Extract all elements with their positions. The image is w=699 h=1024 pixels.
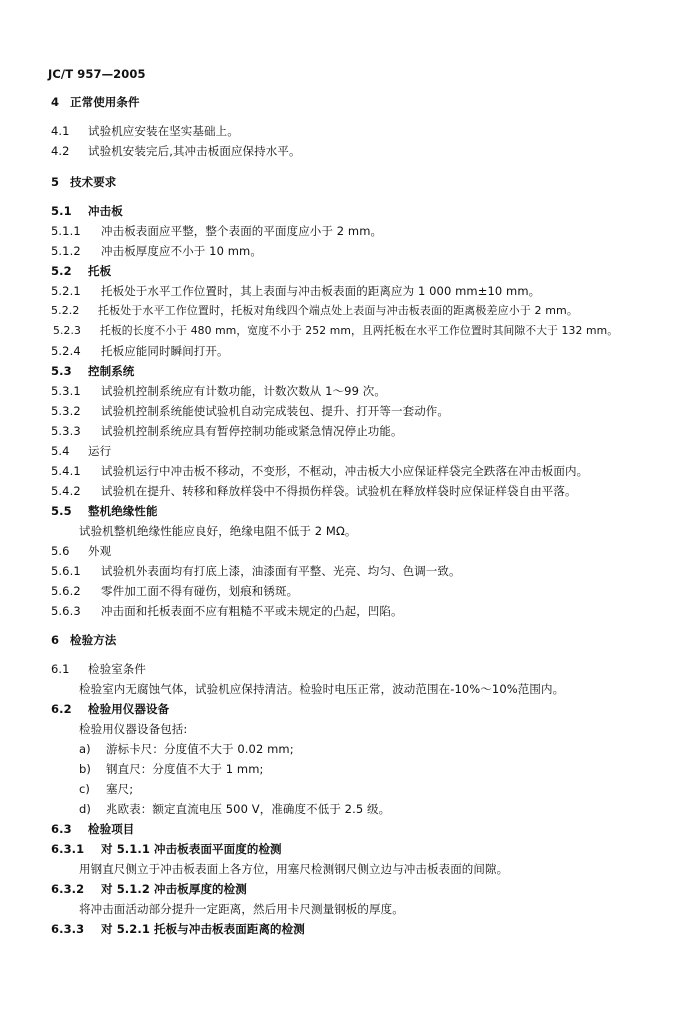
list-item-text: 兆欧表：额定直流电压 500 V，准确度不低于 2.5 级。 [106,802,391,816]
clause-text: 试验机控制系统应有计数功能，计数次数从 1～99 次。 [101,384,386,398]
clause-text: 冲击板厚度应不小于 10 mm。 [101,244,262,258]
subsection-title: 整机绝缘性能 [88,504,158,518]
clause-number: 5.3.3 [51,424,81,438]
clause-number: 5.2.4 [51,344,81,358]
clause-text: 试验机运行中冲击板不移动，不变形，不框动，冲击板大小应保证样袋完全跌落在冲击板面内。 [101,464,589,478]
clause-number: 5.2.1 [51,284,81,298]
subsection-number: 6.2 [51,702,72,716]
paragraph-text: 检验用仪器设备包括: [79,722,188,736]
section-number: 6 [51,633,60,647]
clause-number: 6.3.1 [51,842,85,856]
clause-number: 5.6.3 [51,604,81,618]
list-item-text: 游标卡尺：分度值不大于 0.02 mm; [106,742,294,756]
clause-number: 5.2.3 [53,324,81,337]
paragraph-text: 试验机整机绝缘性能应良好，绝缘电阻不低于 2 MΩ。 [79,524,357,538]
subsection-number: 6.3 [51,822,72,836]
clause-number: 6.3.3 [51,922,85,936]
clause-text: 托板处于水平工作位置时，托板对角线四个端点处上表面与冲击板表面的距离极差应小于 2 mm。 [98,304,578,317]
clause-number: 5.4.2 [51,484,81,498]
clause-number: 6.3.2 [51,882,85,896]
section-title: 检验方法 [70,633,117,647]
clause-text: 零件加工面不得有碰伤，划痕和锈斑。 [101,584,299,598]
clause-text: 托板的长度不小于 480 mm，宽度不小于 252 mm，且两托板在水平工作位置时其间隙不大于 132 mm。 [100,324,619,337]
list-item-text: 塞尺; [106,782,134,796]
clause-title: 对 5.1.2 冲击板厚度的检测 [101,882,247,896]
clause-number: 5.3.1 [51,384,81,398]
document-code: JC/T 957—2005 [48,67,146,81]
list-marker: b) [79,762,91,776]
subsection-title: 检验用仪器设备 [88,702,170,716]
clause-text: 冲击板表面应平整，整个表面的平面度应小于 2 mm。 [101,224,383,238]
clause-title: 对 5.2.1 托板与冲击板表面距离的检测 [101,922,305,936]
section-title: 技术要求 [70,175,117,189]
subsection-number: 5.5 [51,504,72,518]
clause-number: 5.3.2 [51,404,81,418]
clause-text: 冲击面和托板表面不应有粗糙不平或未规定的凸起，凹陷。 [101,604,403,618]
clause-text: 托板处于水平工作位置时，其上表面与冲击板表面的距离应为 1 000 mm±10 mm。 [101,284,541,298]
subsection-number: 5.1 [51,204,72,218]
subsection-title: 控制系统 [88,364,135,378]
clause-title: 对 5.1.1 冲击板表面平面度的检测 [101,842,282,856]
clause-number: 5.2.2 [51,304,80,317]
clause-text: 试验机安装完后,其冲击板面应保持水平。 [88,144,301,158]
subsection-number: 5.3 [51,364,72,378]
clause-number: 5.1.2 [51,244,81,258]
subsection-number: 5.4 [51,444,70,458]
section-title: 正常使用条件 [70,95,140,109]
clause-text: 托板应能同时瞬间打开。 [101,344,229,358]
subsection-title: 冲击板 [88,204,123,218]
clause-text: 试验机应安装在坚实基础上。 [88,124,239,138]
subsection-number: 5.2 [51,264,72,278]
clause-number: 4.2 [51,144,70,158]
clause-number: 5.4.1 [51,464,81,478]
section-number: 5 [51,175,60,189]
clause-text: 试验机在提升、转移和释放样袋中不得损伤样袋。试验机在释放样袋时应保证样袋自由平落。 [101,484,577,498]
paragraph-text: 用钢直尺侧立于冲击板表面上各方位，用塞尺检测钢尺侧立边与冲击板表面的间隙。 [79,862,509,876]
clause-number: 5.6.1 [51,564,81,578]
clause-text: 试验机控制系统应具有暂停控制功能或紧急情况停止功能。 [101,424,403,438]
clause-number: 4.1 [51,124,70,138]
subsection-number: 6.1 [51,662,70,676]
clause-number: 5.1.1 [51,224,81,238]
section-number: 4 [51,95,60,109]
list-marker: d) [79,802,91,816]
subsection-title: 外观 [88,544,112,558]
paragraph-text: 将冲击面活动部分提升一定距离，然后用卡尺测量钢板的厚度。 [79,902,404,916]
subsection-title: 运行 [88,444,112,458]
subsection-title: 托板 [88,264,112,278]
subsection-number: 5.6 [51,544,70,558]
list-marker: c) [79,782,91,796]
clause-number: 5.6.2 [51,584,81,598]
paragraph-text: 检验室内无腐蚀气体，试验机应保持清洁。检验时电压正常，波动范围在-10%～10%范围内。 [79,682,565,696]
subsection-title: 检验室条件 [88,662,146,676]
subsection-title: 检验项目 [88,822,135,836]
list-marker: a) [79,742,91,756]
list-item-text: 钢直尺：分度值不大于 1 mm; [106,762,264,776]
clause-text: 试验机控制系统能使试验机自动完成装包、提升、打开等一套动作。 [101,404,449,418]
clause-text: 试验机外表面均有打底上漆，油漆面有平整、光亮、均匀、色调一致。 [101,564,461,578]
